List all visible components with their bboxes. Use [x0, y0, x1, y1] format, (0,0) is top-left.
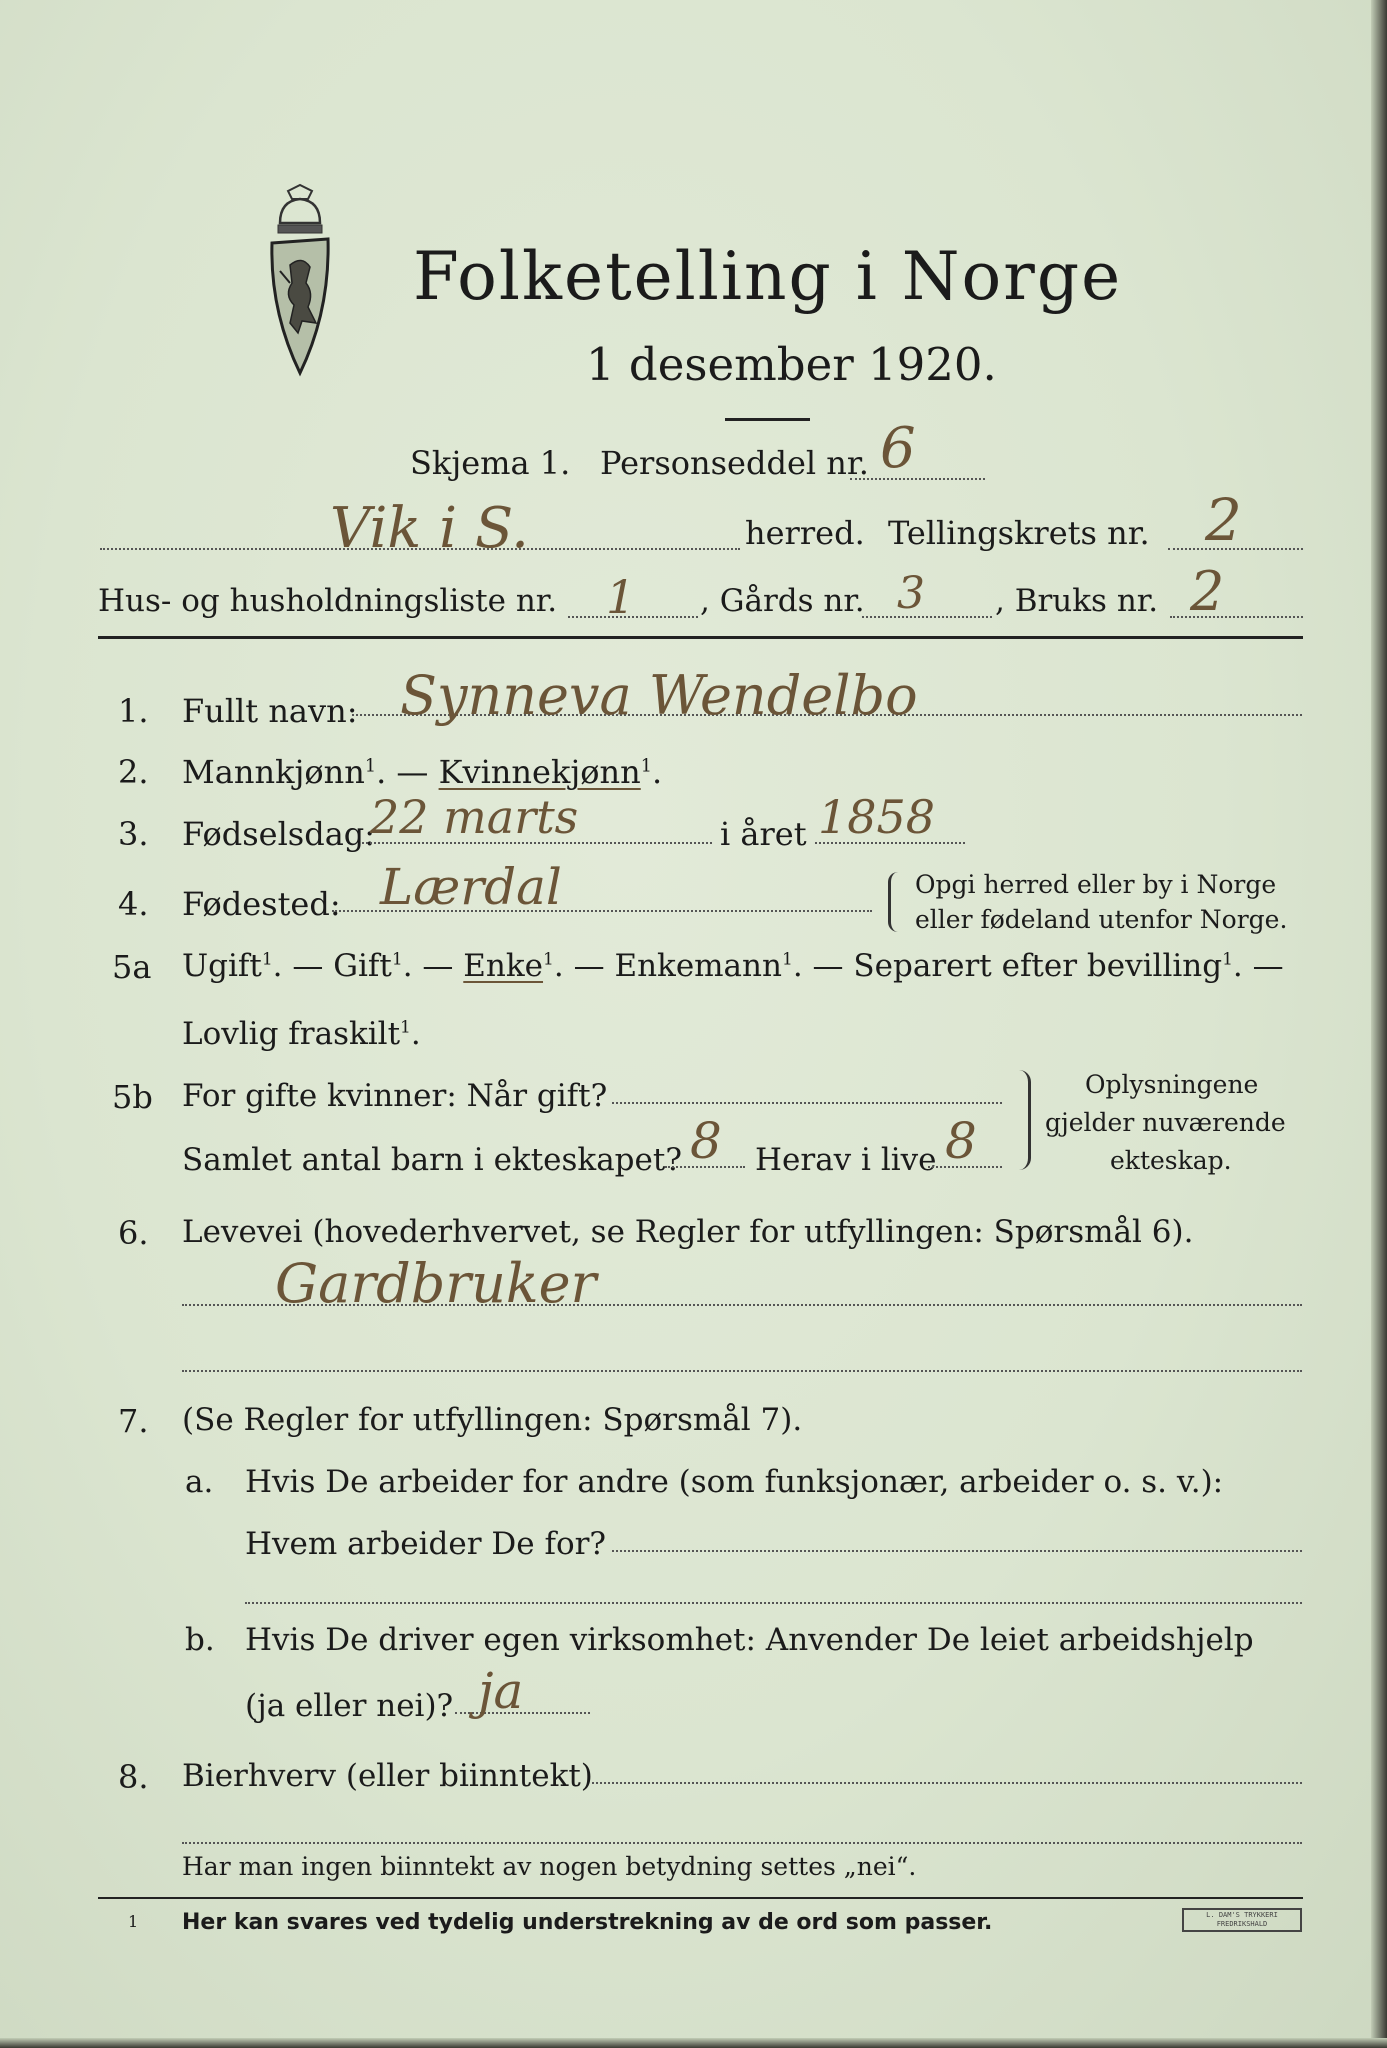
q8-label: Bierhverv (eller biinntekt) — [182, 1758, 593, 1794]
bruks-label: , Bruks nr. — [995, 583, 1159, 619]
q5b-label-2: Samlet antal barn i ekteskapet? — [182, 1142, 682, 1178]
personseddel-label: Personseddel nr. — [600, 444, 869, 482]
q5a-number: 5a — [112, 948, 152, 986]
footnote-text: Her kan svares ved tydelig understrekning av de ord som passer. — [182, 1910, 993, 1935]
q5b-label-1: For gifte kvinner: Når gift? — [182, 1078, 608, 1114]
q3-value: 22 marts — [370, 790, 579, 844]
q6-value: Gardbruker — [275, 1252, 597, 1315]
q5b-brace — [1018, 1070, 1031, 1170]
q5b-note-3: ekteskap. — [1110, 1146, 1232, 1175]
q5a-fraskilt[interactable]: Lovlig fraskilt — [182, 1016, 401, 1052]
q5a-enke[interactable]: Enke — [463, 948, 544, 984]
q5a-gift[interactable]: Gift — [333, 948, 392, 984]
footer-note: Har man ingen biinntekt av nogen betydning settes „nei“. — [182, 1852, 917, 1881]
bruks-value: 2 — [1190, 560, 1225, 623]
scan-edge-bottom — [0, 2038, 1387, 2048]
q5b-number: 5b — [112, 1078, 153, 1116]
header-rule — [98, 636, 1303, 639]
gards-label: , Gårds nr. — [700, 583, 865, 619]
q6-line-2 — [182, 1370, 1302, 1372]
q5a-ugift[interactable]: Ugift — [182, 948, 262, 984]
q4-number: 4. — [118, 885, 149, 923]
q8-line-1 — [592, 1782, 1302, 1784]
schema-label: Skjema 1. — [410, 444, 571, 482]
form-title: Folketelling i Norge — [413, 238, 1123, 315]
coat-of-arms-icon — [250, 183, 350, 378]
q5b-gift-line — [612, 1102, 1002, 1104]
q7-label: (Se Regler for utfyllingen: Spørsmål 7). — [182, 1402, 803, 1438]
form-date: 1 desember 1920. — [586, 338, 997, 391]
q6-number: 6. — [118, 1214, 149, 1252]
q5a-enkemann[interactable]: Enkemann — [614, 948, 782, 984]
footnote-mark: 1 — [128, 1912, 139, 1931]
q2-options: Mannkjønn$^1$. — Kvinnekjønn$^1$. — [182, 753, 663, 791]
q7a-line-answer-1 — [612, 1550, 1302, 1552]
q3-label: Fødselsdag: — [182, 815, 376, 853]
q4-brace — [888, 872, 899, 932]
footnote-rule — [98, 1897, 1303, 1899]
herred-value: Vik i S. — [330, 496, 529, 561]
q2-kvinne[interactable]: Kvinnekjønn — [438, 753, 641, 791]
q7b-letter: b. — [185, 1622, 215, 1658]
personseddel-value: 6 — [880, 416, 916, 481]
q7a-line-answer-2 — [245, 1602, 1302, 1604]
q3-number: 3. — [118, 815, 149, 853]
q3-aret-label: i året — [720, 815, 807, 853]
q1-value: Synneva Wendelbo — [400, 664, 918, 727]
printer-stamp: L. DAM'S TRYKKERI FREDRIKSHALD — [1182, 1908, 1302, 1932]
q5a-options-line2: Lovlig fraskilt$^1$. — [182, 1016, 421, 1052]
q5a-options-line1: Ugift$^1$. — Gift$^1$. — Enke$^1$. — Enkemann$^1$. — Separert efter bevilling$^1$. — — [182, 948, 1284, 984]
q6-label: Levevei (hovederhvervet, se Regler for utfyllingen: Spørsmål 6). — [182, 1214, 1194, 1250]
q7b-line-1: Hvis De driver egen virksomhet: Anvender De leiet arbeidshjelp — [245, 1622, 1254, 1658]
q4-value: Lærdal — [380, 858, 562, 916]
q2-number: 2. — [118, 753, 149, 791]
gards-line — [862, 616, 992, 618]
q7a-line-2: Hvem arbeider De for? — [245, 1526, 607, 1562]
q8-number: 8. — [118, 1758, 149, 1796]
hus-label: Hus- og husholdningsliste nr. — [98, 583, 558, 619]
q4-note-2: eller fødeland utenfor Norge. — [915, 905, 1288, 934]
q7b-line-2: (ja eller nei)? — [245, 1688, 454, 1724]
q5b-live-label: Herav i live — [755, 1142, 937, 1178]
q4-label: Fødested: — [182, 885, 341, 923]
q7-number: 7. — [118, 1402, 149, 1440]
scan-edge-right — [1371, 0, 1387, 2048]
q5b-note-2: gjelder nuværende — [1045, 1108, 1286, 1137]
q4-note-1: Opgi herred eller by i Norge — [915, 870, 1277, 899]
personseddel-line — [850, 478, 985, 480]
hus-value: 1 — [606, 570, 636, 624]
q3-aret-value: 1858 — [818, 790, 936, 844]
q1-number: 1. — [118, 692, 149, 730]
q8-line-2 — [182, 1842, 1302, 1844]
q7a-letter: a. — [185, 1464, 214, 1500]
q5b-live-value: 8 — [945, 1112, 977, 1170]
q5b-note-1: Oplysningene — [1085, 1070, 1259, 1099]
tellingskrets-value: 2 — [1205, 486, 1242, 554]
q7b-value: ja — [478, 1662, 524, 1720]
tellingskrets-label: Tellingskrets nr. — [888, 514, 1150, 552]
gards-value: 3 — [897, 568, 925, 619]
q7a-line-1: Hvis De arbeider for andre (som funksjonær, arbeider o. s. v.): — [245, 1464, 1224, 1500]
q2-mann[interactable]: Mannkjønn — [182, 753, 365, 791]
herred-label: herred. — [745, 514, 865, 552]
q5b-barn-value: 8 — [690, 1112, 722, 1170]
title-divider — [725, 418, 810, 421]
q1-label: Fullt navn: — [182, 692, 358, 730]
q5a-separert[interactable]: Separert efter bevilling — [853, 948, 1223, 984]
